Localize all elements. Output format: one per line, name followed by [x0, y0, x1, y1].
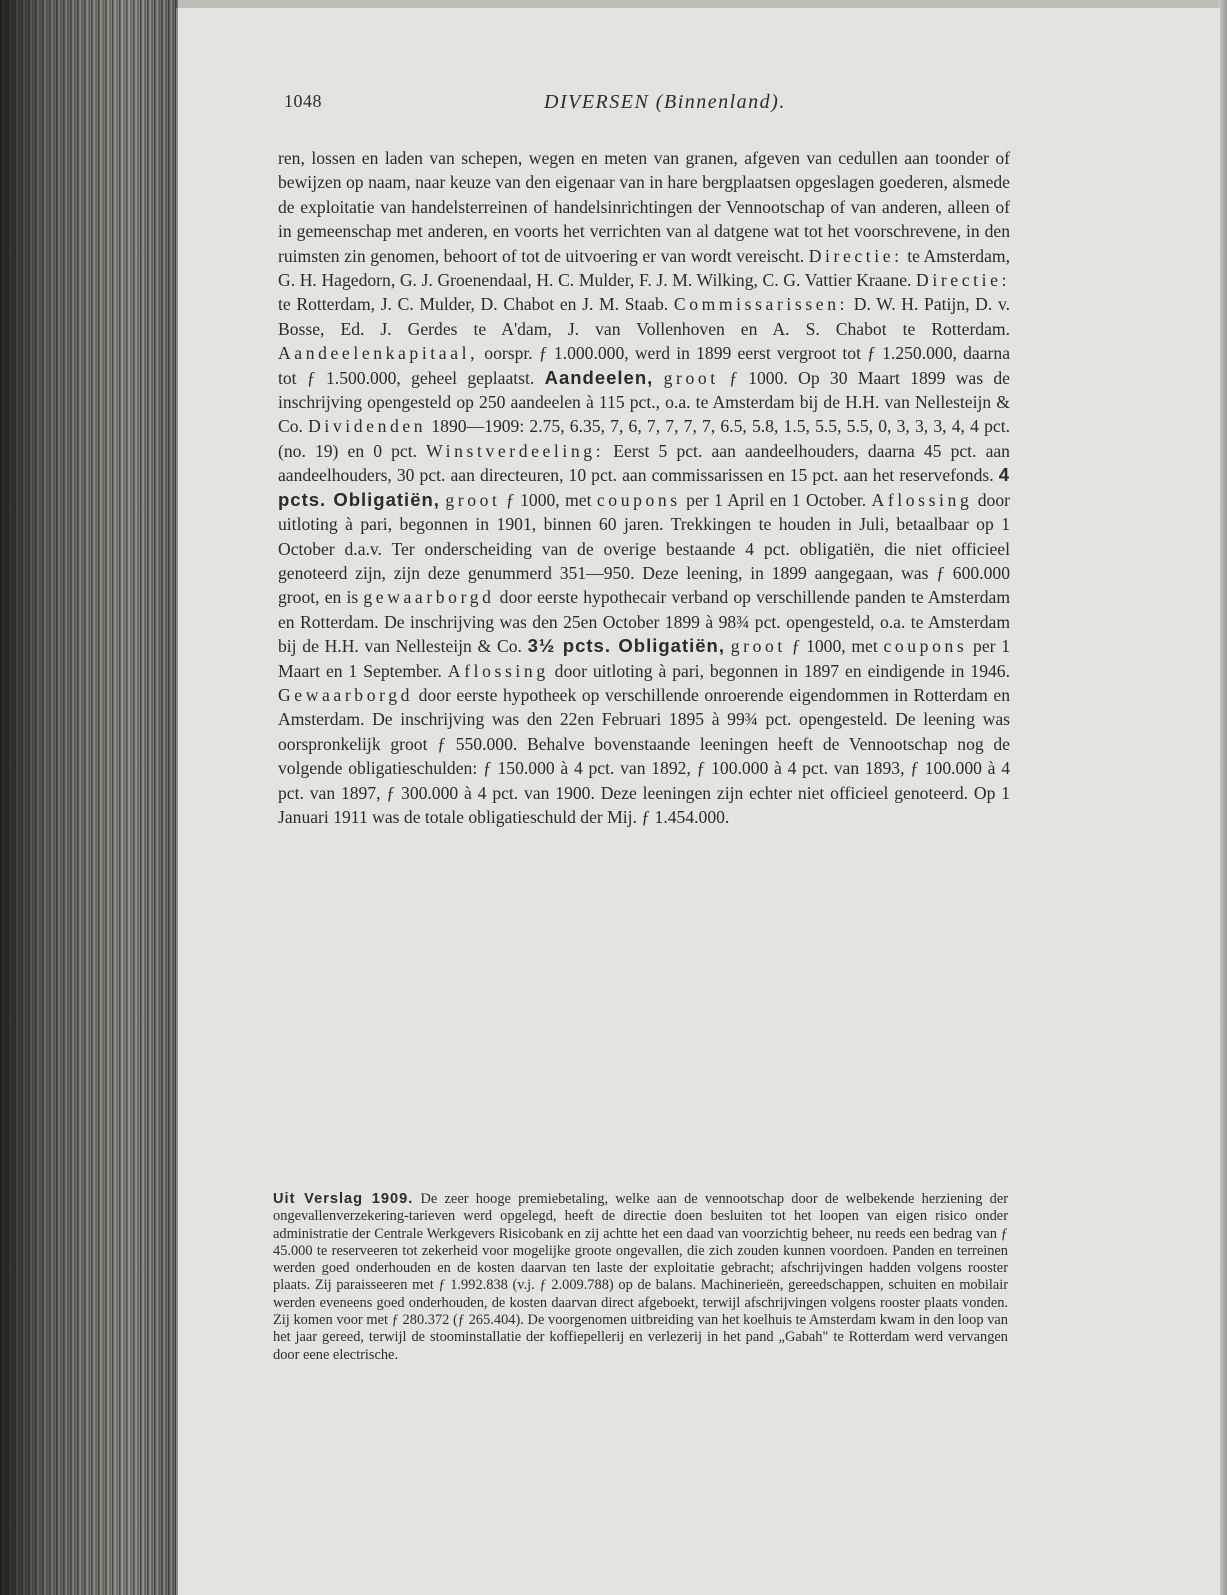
- book-spine: [0, 0, 178, 1595]
- running-title: DIVERSEN (Binnenland).: [544, 91, 786, 113]
- section-heading: 3½ pcts. Obligatiën,: [527, 635, 725, 657]
- spaced-term: Dividenden: [308, 416, 427, 437]
- section-heading: 4 pcts. Obligatiën,: [278, 464, 1010, 510]
- text-run: door eerste hypothecair verband op verschillende panden te Amsterdam en Rotterdam. De inschrijving was den 25en October 1899 à 98¾ pct. opengesteld, o.a. te Amsterdam bij de H.H. van Nellesteijn & Co.: [278, 587, 1010, 657]
- section-heading: Aandeelen,: [544, 366, 654, 388]
- spaced-term: coupons: [883, 636, 968, 657]
- text-run: per 1 Maart en 1 September.: [278, 636, 1010, 681]
- text-run: door uitloting à pari, begonnen in 1897 en eindigende in 1946.: [548, 660, 1010, 681]
- text-run: te Rotterdam, J. C. Mulder, D. Chabot en J. M. Staab.: [278, 294, 674, 315]
- spaced-term: groot: [663, 367, 719, 388]
- text-run: oorspr. ƒ 1.000.000, werd in 1899 eerst vergroot tot ƒ 1.250.000, daarna tot ƒ 1.500.000, geheel geplaatst.: [278, 343, 1010, 388]
- text-run: ƒ 1000, met: [785, 636, 884, 657]
- text-run: ren, lossen en laden van schepen, wegen en meten van granen, afgeven van cedullen aan toonder of bewijzen op naam, naar keuze van den eigenaar van in hare bergplaatsen opgeslagen goederen, alsmede de exploitatie van handelsterreinen of handelsinrichtingen der Vennootschap of van anderen, alleen of in gemeenschap met anderen, en voorts het verrichten van al datgene wat tot het voorschrevene, in den ruimsten zin genomen, behoort of tot de uitvoering er van wordt vereischt.: [278, 148, 1010, 266]
- report-text: De zeer hooge premiebetaling, welke aan de vennootschap door de welbekende herziening der ongevallenverzekering-tarieven werd opgelegd, heeft de directie doen besluiten tot het loopen van eigen risico onder administratie der Centrale Werkgevers Risicobank en zij achtte het een daad van voorzichtig beheer, nu reeds een bedrag van ƒ 45.000 te reserveeren tot zekerheid voor mogelijke groote ongevallen, die zich zouden kunnen voordoen. Panden en terreinen werden goed onderhouden en de kosten daarvan ten laste der exploitatie gebracht; afschrijvingen hadden volgens rooster plaats. Zij paraisseeren met ƒ 1.992.838 (v.j. ƒ 2.009.788) op de balans. Machinerieën, gereedschappen, schuiten en mobilair werden eveneens goed onderhouden, de kosten daarvan direct afgeboekt, terwijl afschrijvingen volgens rooster plaats vonden. Zij komen voor met ƒ 280.372 (ƒ 265.404). De voorgenomen uitbreiding van het koelhuis te Amsterdam kwam in den loop van het jaar gereed, terwijl de stoominstallatie der koffiepellerij en verlezerij in het pand „Gabah" te Rotterdam werd vervangen door eene electrische.: [273, 1191, 1009, 1363]
- spaced-term: Gewaarborgd: [278, 684, 414, 705]
- text-run: Eerst 5 pct. aan aandeelhouders, daarna 45 pct. aan aandeelhouders, 30 pct. aan directeuren, 10 pct. aan commissarissen en 15 pct. aan het reservefonds.: [278, 440, 1010, 486]
- spaced-term: Winstverdeeling:: [426, 440, 605, 461]
- report-paragraph: [273, 1191, 1008, 1364]
- text-run: ƒ 1000, met: [500, 489, 597, 510]
- text-run: per 1 April en 1 October.: [680, 489, 872, 510]
- spaced-term: gewaarborgd: [363, 587, 495, 608]
- text-run: [653, 368, 663, 388]
- text-run: door uitloting à pari, begonnen in 1901, binnen 60 jaren. Trekkingen te houden in Juli, betaalbaar op 1 October d.a.v. Ter onderscheiding van de overige bestaande 4 pct. obligatiën, die niet officieel genoteerd zijn, zijn deze genummerd 351—950. Deze leening, in 1899 aangegaan, was ƒ 600.000 groot, en is: [278, 489, 1011, 608]
- spaced-term: groot: [730, 636, 786, 657]
- text-run: te Amsterdam, G. H. Hagedorn, G. J. Groenendaal, H. C. Mulder, F. J. M. Wilking, C. G. Vattier Kraane.: [278, 245, 1010, 291]
- spaced-term: Commissarissen:: [673, 294, 849, 315]
- spaced-term: Aandeelenkapitaal,: [278, 343, 479, 364]
- text-run: door eerste hypotheek op verschillende onroerende eigendommen in Rotterdam en Amsterdam. De inschrijving was den 22en Februari 1895 à 99¾ pct. opengesteld. De leening was oorspronkelijk groot ƒ 550.000. Behalve bovenstaande leeningen heeft de Vennootschap nog de volgende obligatieschulden: ƒ 150.000 à 4 pct. van 1892, ƒ 100.000 à 4 pct. van 1893, ƒ 100.000 à 4 pct. van 1897, ƒ 300.000 à 4 pct. van 1900. Deze leeningen zijn echter niet officieel genoteerd. Op 1 Januari 1911 was de totale obligatieschuld der Mij. ƒ 1.454.000.: [278, 684, 1010, 827]
- spaced-term: Directie:: [916, 270, 1010, 291]
- spaced-term: groot: [445, 489, 501, 510]
- text-run: ƒ 1000. Op 30 Maart 1899 was de inschrijving opengesteld op 250 aandeelen à 115 pct., o.a. te Amsterdam bij de H.H. van Nellesteijn & Co.: [278, 367, 1010, 437]
- page-number: 1048: [284, 91, 322, 111]
- spaced-term: coupons: [596, 489, 681, 510]
- spaced-term: Aflossing: [871, 489, 973, 510]
- spaced-term: Directie:: [808, 245, 903, 266]
- main-paragraph: [278, 146, 1010, 829]
- text-run: D. W. H. Patijn, D. v. Bosse, Ed. J. Gerdes te A'dam, J. van Vollenhoven en A. S. Chabot te Rotterdam.: [278, 294, 1010, 339]
- text-run: 1890—1909: 2.75, 6.35, 7, 6, 7, 7, 7, 7, 6.5, 5.8, 1.5, 5.5, 5.5, 0, 3, 3, 3, 4, 4 pct. (no. 19) en 0 pct.: [278, 416, 1010, 461]
- page-header: [284, 91, 984, 121]
- spaced-term: Aflossing: [447, 660, 549, 681]
- report-heading: Uit Verslag 1909.: [273, 1191, 414, 1207]
